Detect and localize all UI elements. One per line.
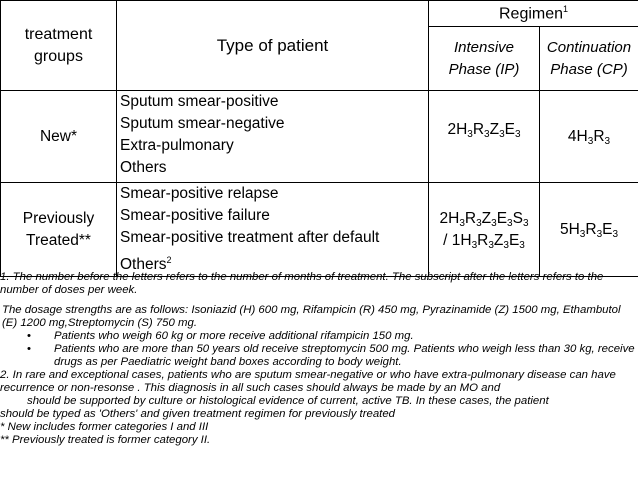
previous-patient-types (117, 183, 429, 277)
header-regimen (429, 1, 638, 27)
prev-group-line1: Previously (22, 209, 95, 227)
others-footnote-mark: 2 (166, 255, 172, 265)
previous-type-item: Smear-positive failure (120, 207, 270, 224)
new-patient-types (117, 91, 429, 183)
previous-category-note: ** Previously treated is former category II. (0, 434, 211, 446)
footnotes (0, 271, 636, 447)
bullet-item (0, 343, 636, 369)
previous-ip-formula-2: / $1H_3R_3Z_3E_3$ (443, 231, 525, 251)
footnote-2-line2: should be supported by culture or histological evidence of current, active TB. In these cases, the patient (27, 395, 549, 407)
header-treatment-groups-text: treatment groups (24, 25, 93, 65)
bullet-text: Patients who weigh 60 kg or more receive additional rifampicin 150 mg. (54, 330, 414, 342)
new-cp-regimen (540, 91, 638, 183)
footnote-1: 1. The number before the letters refers to the number of months of treatment. The subscript after the letters refers to the number of doses per week. (0, 271, 604, 296)
header-continuation-phase (540, 27, 638, 91)
header-type-of-patient: Type of patient (117, 1, 429, 91)
new-ip-regimen (429, 91, 540, 183)
bullet-icon: • (27, 330, 31, 342)
previous-ip-formula-1: $2H_3R_3Z_3E_3S_3$ (439, 209, 529, 229)
header-intensive-phase (429, 27, 540, 91)
previous-cp-formula: $5H_3R_3E_3$ (559, 220, 619, 240)
header-regimen-text: Regimen (498, 5, 564, 23)
group-previously-treated (1, 183, 117, 277)
previous-type-item: Smear-positive treatment after default (120, 229, 380, 246)
previous-cp-regimen (540, 183, 638, 277)
previous-ip-regimen (429, 183, 540, 277)
header-intensive-line1: Intensive (453, 38, 515, 56)
new-cp-formula: $4H_3R_3$ (567, 127, 611, 147)
header-treatment-groups (1, 1, 117, 91)
prev-group-line2: Treated** (26, 231, 91, 249)
new-category-note: * New includes former categories I and III (0, 421, 209, 433)
new-type-item: Extra-pulmonary (120, 137, 234, 154)
new-ip-formula: $2H_3R_3Z_3E_3$ (447, 121, 521, 140)
bullet-item (0, 330, 636, 343)
previous-type-item: Smear-positive relapse (120, 185, 279, 202)
bullet-icon: • (27, 343, 31, 355)
regimen-footnote-mark: 1 (563, 3, 569, 14)
header-intensive-line2: Phase (IP) (448, 60, 520, 78)
new-type-item: Others (120, 159, 167, 176)
dosage-note: The dosage strengths are as follows: Isoniazid (H) 600 mg, Rifampicin (R) 450 mg, Pyrazinamide (Z) 1500 mg, Ethambutol (E) 1200 mg,Streptomycin (S) 750 mg. (2, 304, 621, 329)
new-type-item: Sputum smear-positive (120, 93, 279, 110)
previous-type-others: Others (120, 256, 167, 274)
header-continuation-line2: Phase (CP) (550, 60, 628, 78)
bullet-text: Patients who are more than 50 years old receive streptomycin 500 mg. Patients who weigh less than 30 kg, receive drugs as per Paediatric weight band boxes according to body weight. (54, 343, 635, 368)
header-continuation-line1: Continuation (546, 38, 632, 56)
footnote-2-line3: should be typed as 'Others' and given treatment regimen for previously treated (0, 408, 396, 420)
new-type-item: Sputum smear-negative (120, 115, 285, 132)
footnote-2-line1: 2. In rare and exceptional cases, patients who are sputum smear-negative or who have extra-pulmonary disease can have recurrence or non-resonse . This diagnosis in all such cases should always be made by an MO and (0, 369, 616, 394)
group-new: New* (1, 91, 117, 183)
